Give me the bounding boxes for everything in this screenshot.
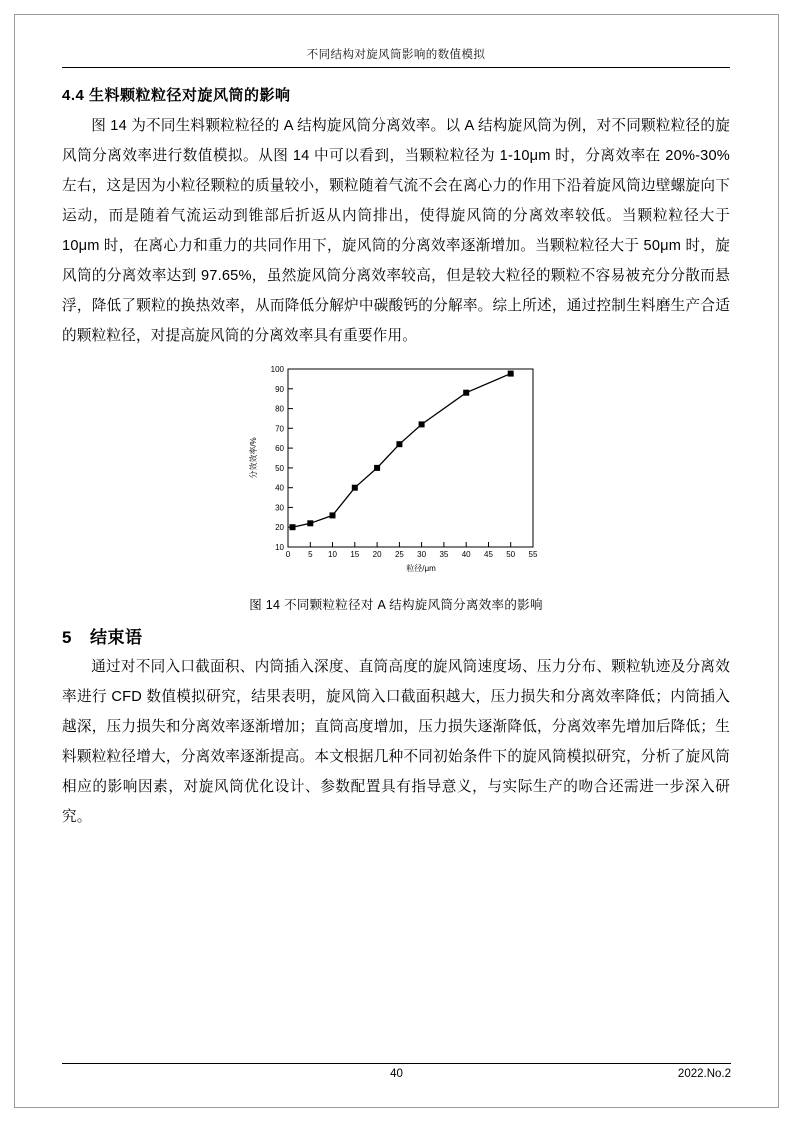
svg-text:20: 20 bbox=[275, 523, 284, 533]
issue-label: 2022.No.2 bbox=[677, 1068, 731, 1080]
svg-text:30: 30 bbox=[275, 503, 284, 513]
chart-xlabel: 粒径/μm bbox=[406, 564, 436, 573]
section-title-5 bbox=[62, 623, 730, 648]
svg-text:40: 40 bbox=[461, 550, 471, 559]
svg-text:20: 20 bbox=[372, 550, 382, 559]
svg-text:10: 10 bbox=[275, 543, 284, 552]
page-footer bbox=[62, 1063, 731, 1086]
svg-text:50: 50 bbox=[275, 463, 284, 473]
svg-text:100: 100 bbox=[270, 365, 284, 374]
page-content bbox=[62, 46, 730, 832]
running-header: 不同结构对旋风筒影响的数值模拟 bbox=[62, 46, 730, 68]
section-4-4-paragraph: 图 14 为不同生料颗粒粒径的 A 结构旋风筒分离效率。以 A 结构旋风筒为例，对不同颗粒粒径的旋风筒分离效率进行数值模拟。从图 14 中可以看到，当颗粒粒径为 1-10μm 时，分离效率在 20%-30%左右，这是因为小粒径颗粒的质量较小，颗粒随着气流不会在离心力的作用下沿着旋风筒边壁螺旋向下运动，而是随着气流运动到锥部后折返从内筒排出，使得旋风筒的分离效率较低。当颗粒粒径大于 10μm 时，在离心力和重力的共同作用下，旋风筒的分离效率逐渐增加。当颗粒粒径大于 50μm 时，旋风筒的分离效率达到 97.65%，虽然旋风筒分离效率较高，但是较大粒径的颗粒不容易被充分分散而悬浮，降低了颗粒的换热效率，从而降低分解炉中碳酸钙的分解率。综上所述，通过控制生料磨生产合适的颗粒粒径，对提高旋风筒的分离效率具有重要作用。 bbox=[62, 118, 730, 344]
svg-text:0: 0 bbox=[285, 550, 291, 559]
chart-series-line bbox=[293, 374, 511, 528]
svg-text:10: 10 bbox=[328, 550, 337, 559]
chart-series-markers bbox=[290, 371, 514, 531]
svg-text:70: 70 bbox=[275, 424, 284, 434]
svg-text:45: 45 bbox=[484, 550, 493, 559]
section-5-label: 结束语 bbox=[89, 628, 143, 647]
section-title-4-4: 4.4 生料颗粒粒径对旋风筒的影响 bbox=[62, 87, 291, 104]
separation-efficiency-chart bbox=[236, 359, 556, 589]
svg-text:40: 40 bbox=[275, 483, 284, 493]
svg-text:35: 35 bbox=[439, 550, 449, 559]
svg-text:60: 60 bbox=[275, 444, 284, 454]
figure-caption: 图 14 不同颗粒粒径对 A 结构旋风筒分离效率的影响 bbox=[249, 598, 543, 612]
section-5-number: 5 bbox=[62, 628, 72, 647]
svg-text:55: 55 bbox=[528, 550, 538, 559]
svg-text:50: 50 bbox=[506, 550, 516, 559]
svg-text:5: 5 bbox=[308, 550, 313, 559]
svg-text:15: 15 bbox=[350, 550, 360, 559]
figure-14 bbox=[62, 359, 730, 613]
footer-divider bbox=[62, 1063, 731, 1064]
svg-text:80: 80 bbox=[275, 404, 284, 414]
page-number: 40 bbox=[390, 1068, 403, 1080]
chart-ylabel: 分效效率/% bbox=[249, 437, 258, 479]
chart-svg bbox=[236, 359, 556, 589]
svg-text:25: 25 bbox=[394, 550, 404, 559]
section-5-paragraph: 通过对不同入口截面积、内筒插入深度、直筒高度的旋风筒速度场、压力分布、颗粒轨迹及分离效率进行 CFD 数值模拟研究，结果表明，旋风筒入口截面积越大，压力损失和分离效率降低；内筒插入越深，压力损失和分离效率逐渐增加；直筒高度增加，压力损失逐渐降低，分离效率先增加后降低；生料颗粒粒径增大，分离效率逐渐提高。本文根据几种不同初始条件下的旋风筒模拟研究，分析了旋风筒相应的影响因素，对旋风筒优化设计、参数配置具有指导意义，与实际生产的吻合还需进一步深入研究。 bbox=[62, 659, 730, 825]
svg-text:30: 30 bbox=[417, 550, 427, 559]
svg-text:90: 90 bbox=[275, 384, 284, 394]
